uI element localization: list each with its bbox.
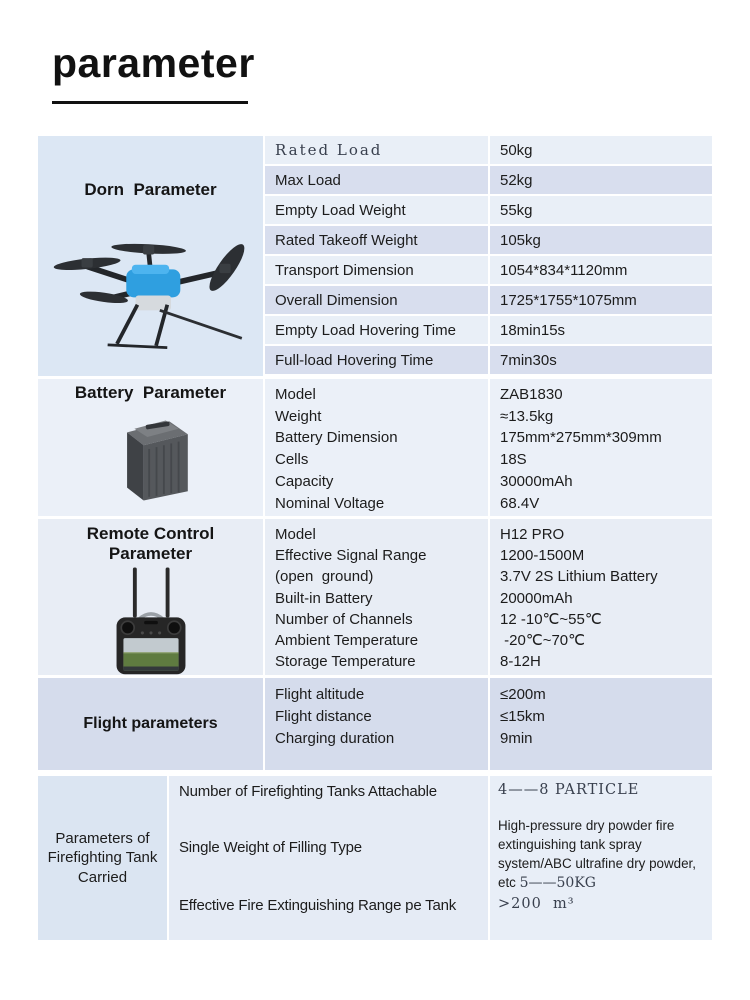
spec-value: 1054*834*1120mm (490, 256, 712, 284)
spec-label: Full-load Hovering Time (265, 346, 488, 374)
battery-section-header: Battery Parameter (74, 383, 227, 402)
spec-label: Rated Load (265, 136, 488, 164)
spec-value: H12 PRO (500, 526, 565, 543)
spec-value: 9min (500, 730, 533, 747)
firefighting-spec-labels (169, 776, 488, 940)
remote-section-header-line2: Parameter (108, 544, 193, 563)
spec-value: 52kg (490, 166, 712, 194)
battery-illustration (105, 410, 197, 510)
table-row (265, 166, 712, 194)
battery-spec-labels (265, 379, 488, 516)
title-underline (52, 101, 248, 104)
flight-spec-values (490, 678, 712, 770)
remote-control-image (38, 564, 263, 676)
spec-label: Number of Channels (275, 610, 413, 628)
spec-value: ZAB1830 (500, 386, 563, 403)
spec-label: Model (275, 386, 316, 403)
spec-value: 12 -10℃~55℃ (500, 610, 602, 628)
spec-value: 1200-1500M (500, 547, 585, 565)
table-row (265, 196, 712, 224)
remote-header-cell (38, 519, 263, 675)
spec-label: Rated Takeoff Weight (265, 226, 488, 254)
spec-value: 18S (500, 451, 527, 469)
spec-label: Capacity (275, 472, 334, 490)
spec-label: Charging duration (275, 730, 395, 747)
table-row (265, 256, 712, 284)
battery-image (38, 403, 263, 516)
flight-section-header: Flight parameters (83, 715, 218, 732)
spec-value: >200 m³ (498, 896, 575, 912)
table-row (265, 316, 712, 344)
spec-value: 7min30s (490, 346, 712, 374)
drone-parameter-section (38, 136, 712, 376)
parameter-table (38, 136, 712, 940)
firefighting-section-header: Parameters of Firefighting Tank Carried (38, 776, 167, 940)
spec-label: Number of Firefighting Tanks Attachable (179, 783, 437, 800)
spec-value: 3.7V 2S Lithium Battery (500, 568, 658, 586)
spec-value: 175mm*275mm*309mm (500, 429, 662, 447)
firefighting-spec-values (490, 776, 712, 940)
battery-parameter-section (38, 379, 712, 516)
drone-header-cell (38, 136, 263, 376)
spec-label: Ambient Temperature (275, 632, 419, 650)
spec-value: 30000mAh (500, 472, 573, 490)
spec-label: Empty Load Hovering Time (265, 316, 488, 344)
remote-control-parameter-section (38, 519, 712, 675)
spec-value: 18min15s (490, 316, 712, 344)
spec-value: ≤15km (500, 708, 545, 725)
remote-control-illustration (98, 564, 204, 676)
spec-label: Empty Load Weight (265, 196, 488, 224)
page-title: parameter (52, 40, 255, 86)
spec-label: Flight distance (275, 708, 372, 725)
flight-spec-labels (265, 678, 488, 770)
spec-label: Built-in Battery (275, 589, 373, 607)
spec-value-weight-range: 5——50KG (519, 875, 596, 891)
spec-label: Model (275, 526, 316, 543)
spec-label: Battery Dimension (275, 429, 398, 447)
spec-label: Nominal Voltage (275, 494, 385, 512)
spec-label: Cells (275, 451, 309, 469)
spec-label: Effective Signal Range (275, 547, 427, 565)
spec-value: 68.4V (500, 494, 540, 512)
flight-parameters-section (38, 678, 712, 770)
spec-value: 20000mAh (500, 589, 573, 607)
table-row (265, 136, 712, 164)
spec-label: Storage Temperature (275, 653, 416, 671)
spec-value-text: High-pressure dry powder fire extinguishing tank spray system/ABC ultrafine dry powder, etc (498, 818, 696, 890)
spec-value: 8-12H (500, 653, 541, 671)
spec-value (498, 816, 696, 893)
drone-section-header: Dorn Parameter (84, 180, 217, 199)
flight-header-cell (38, 678, 263, 770)
drone-image (38, 200, 263, 376)
firefighting-tank-section (38, 776, 712, 940)
spec-value: 105kg (490, 226, 712, 254)
spec-label: Flight altitude (275, 686, 365, 703)
table-row (265, 286, 712, 314)
drone-spec-rows (265, 136, 712, 376)
spec-label: Overall Dimension (265, 286, 488, 314)
table-row (265, 346, 712, 374)
spec-value: 1725*1755*1075mm (490, 286, 712, 314)
spec-label: Weight (275, 407, 322, 425)
remote-spec-values (490, 519, 712, 675)
remote-spec-labels (265, 519, 488, 675)
spec-label: Single Weight of Filling Type (179, 839, 362, 856)
spec-label: Effective Fire Extinguishing Range pe Tank (179, 897, 457, 914)
spec-value: 50kg (490, 136, 712, 164)
spec-value: 4——8 PARTICLE (498, 782, 640, 798)
battery-header-cell (38, 379, 263, 516)
spec-value: ≤200m (500, 686, 546, 703)
table-row (265, 226, 712, 254)
drone-illustration (48, 213, 253, 363)
battery-spec-values (490, 379, 712, 516)
spec-value: 55kg (490, 196, 712, 224)
spec-label: (open ground) (275, 568, 374, 586)
spec-label: Transport Dimension (265, 256, 488, 284)
remote-section-header-line1: Remote Control (86, 524, 215, 543)
spec-value: ≈13.5kg (500, 407, 554, 425)
spec-value: -20℃~70℃ (500, 632, 585, 650)
spec-label: Max Load (265, 166, 488, 194)
